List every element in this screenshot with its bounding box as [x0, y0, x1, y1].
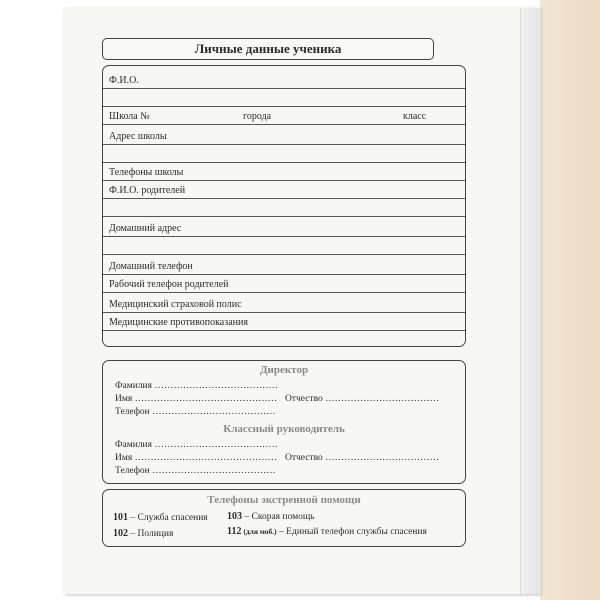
emergency-112-number: 112	[227, 526, 242, 537]
emergency-102-number: 102	[113, 528, 128, 539]
teacher-name-field: Имя ………………………………………	[115, 453, 278, 463]
label-school-phones: Телефоны школы	[109, 167, 184, 178]
emergency-112-note: (для моб.)	[241, 527, 277, 536]
label-medical-contraindications: Медицинские противопоказания	[109, 317, 248, 328]
label-class: класс	[403, 111, 427, 122]
contacts-box	[102, 360, 466, 484]
row-medical-contraindications	[103, 312, 465, 331]
label-city: города	[243, 111, 272, 122]
label-medical-policy: Медицинский страховой полис	[109, 299, 242, 310]
class-teacher-heading: Классный руководитель	[223, 423, 345, 435]
row-home-address	[103, 216, 465, 237]
row-fio	[103, 66, 465, 89]
page-title: Личные данные ученика	[102, 38, 434, 60]
director-surname-field: Фамилия …………………………………	[115, 381, 278, 391]
row-parents-fio	[103, 180, 465, 199]
label-school-no: Школа №	[109, 111, 150, 122]
row-parents-fio-blank	[103, 198, 465, 217]
director-phone-field: Телефон …………………………………	[115, 407, 276, 417]
row-school-phones	[103, 162, 465, 181]
row-school-address-blank	[103, 144, 465, 163]
row-school-address	[103, 124, 465, 145]
emergency-101-text: – Служба спасения	[128, 513, 208, 523]
beige-background-edge	[540, 0, 600, 600]
row-home-address-blank	[103, 236, 465, 255]
label-school-address: Адрес школы	[109, 131, 167, 142]
row-home-phone	[103, 254, 465, 275]
emergency-103-text: – Скорая помощь	[242, 512, 315, 522]
label-fio: Ф.И.О.	[109, 75, 139, 86]
emergency-102-text: – Полиция	[128, 529, 174, 539]
row-parents-work-phone	[103, 274, 465, 293]
emergency-phones-box	[102, 489, 466, 547]
teacher-surname-field: Фамилия …………………………………	[115, 440, 278, 450]
teacher-phone-field: Телефон …………………………………	[115, 466, 276, 476]
emergency-103-number: 103	[227, 511, 242, 522]
row-school	[103, 106, 465, 125]
director-heading: Директор	[259, 364, 309, 376]
label-home-phone: Домашний телефон	[109, 261, 193, 272]
emergency-112-text: – Единый телефон службы спасения	[276, 527, 427, 537]
director-name-field: Имя ………………………………………	[115, 394, 278, 404]
director-patronymic-field: Отчество ………………………………	[285, 394, 440, 404]
row-fio-blank	[103, 88, 465, 107]
teacher-patronymic-field: Отчество ………………………………	[285, 453, 440, 463]
label-parents-work-phone: Рабочий телефон родителей	[109, 279, 229, 290]
emergency-112	[227, 526, 427, 537]
label-parents-fio: Ф.И.О. родителей	[109, 185, 186, 196]
emergency-heading: Телефоны экстренной помощи	[207, 494, 361, 506]
row-medical-policy	[103, 292, 465, 313]
emergency-102	[113, 528, 173, 539]
label-home-address: Домашний адрес	[109, 223, 182, 234]
personal-data-form	[102, 65, 466, 347]
page-stack-edge	[520, 8, 541, 594]
emergency-101-number: 101	[113, 512, 128, 523]
emergency-103	[227, 511, 315, 522]
emergency-101	[113, 512, 208, 523]
